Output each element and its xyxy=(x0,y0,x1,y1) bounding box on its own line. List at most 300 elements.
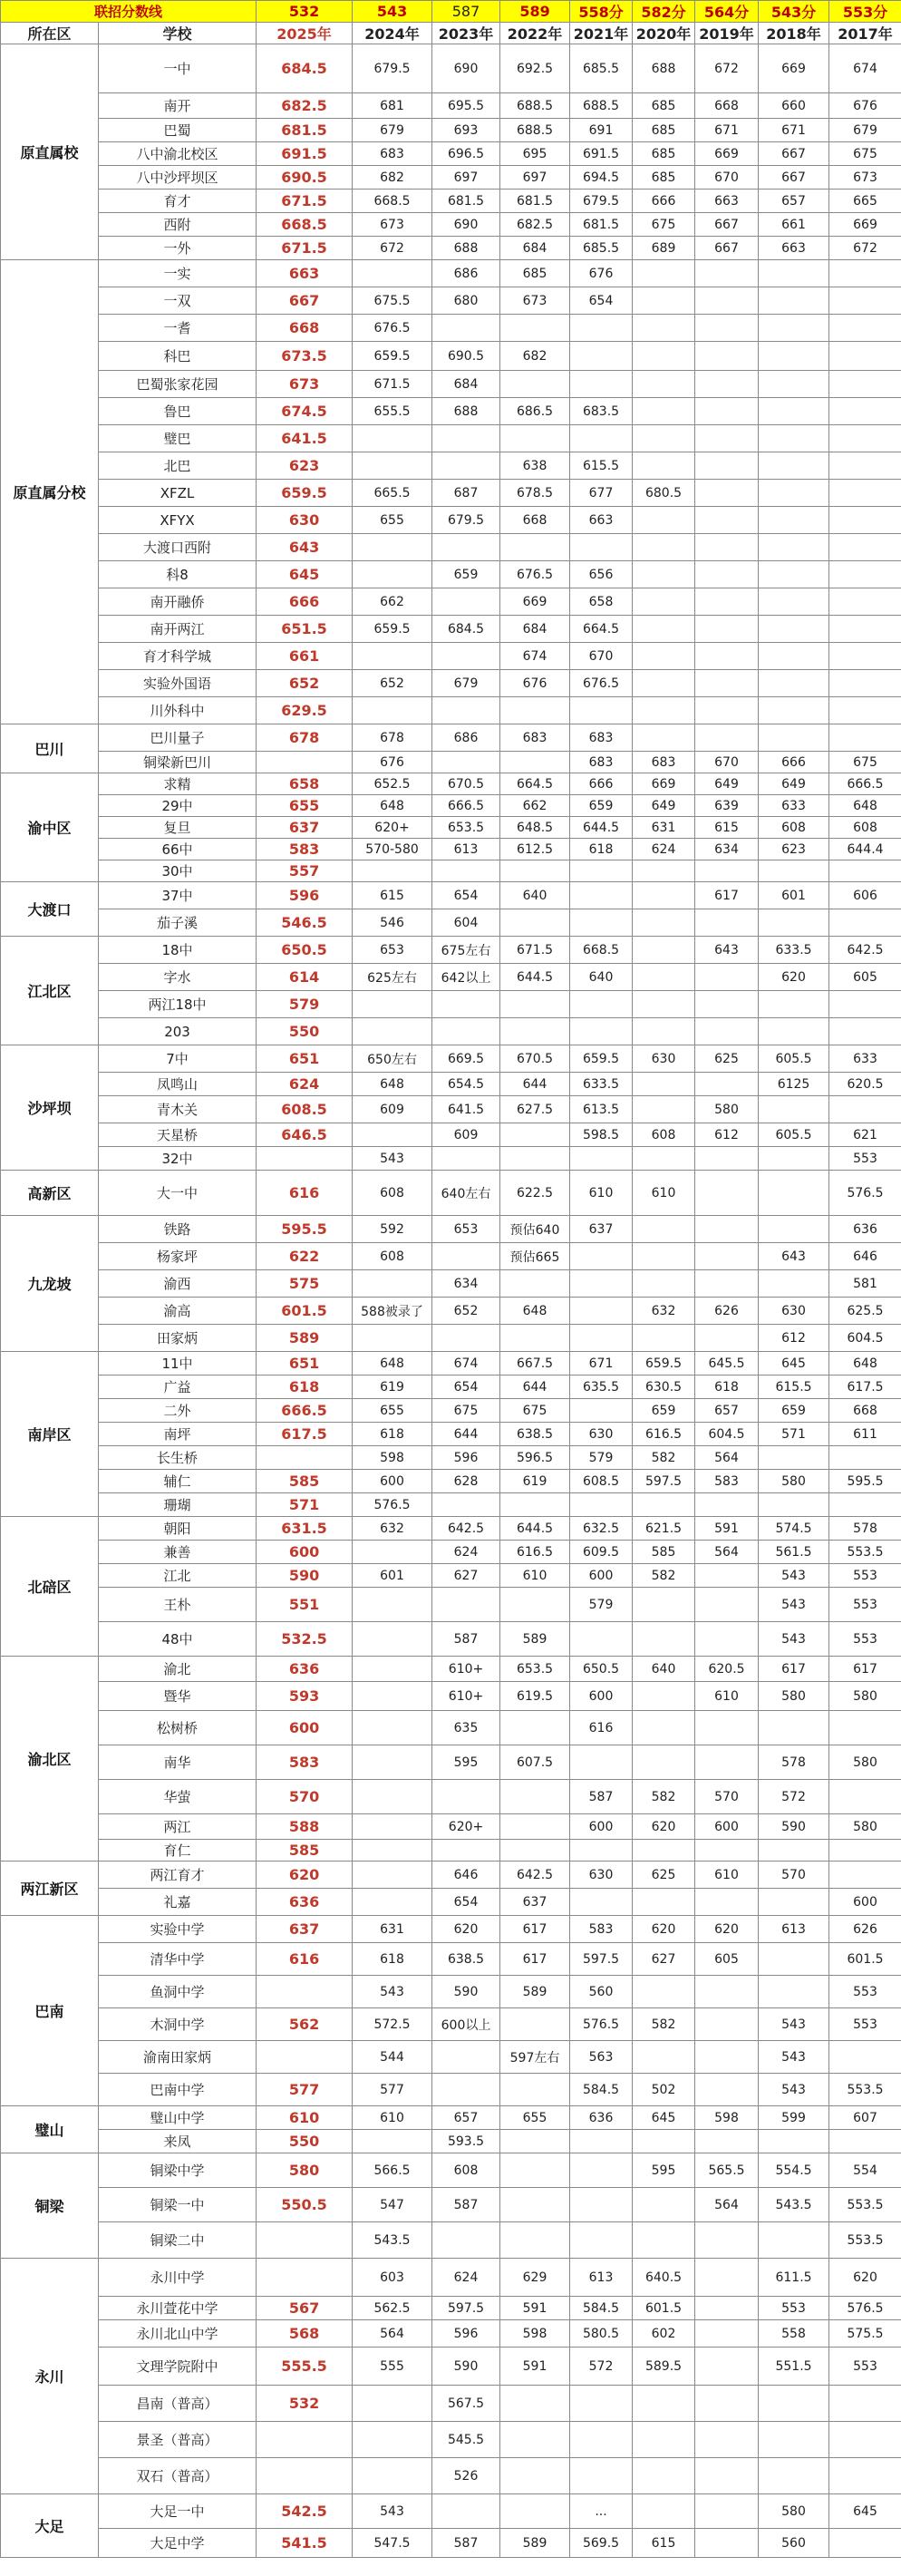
score-2018: 590 xyxy=(759,1814,829,1840)
score-2019: 570 xyxy=(695,1780,759,1814)
score-2017: 636 xyxy=(829,1216,901,1243)
score-2019 xyxy=(695,697,759,724)
score-2021 xyxy=(570,1298,633,1325)
score-2022: 653.5 xyxy=(500,1657,570,1682)
score-2017 xyxy=(829,1780,901,1814)
score-2021: 644.5 xyxy=(570,817,633,839)
score-2020 xyxy=(633,452,695,480)
score-2025: 668.5 xyxy=(257,213,353,237)
score-2017 xyxy=(829,697,901,724)
score-2017: 553.5 xyxy=(829,2188,901,2222)
score-2025: 641.5 xyxy=(257,425,353,452)
score-2018 xyxy=(759,342,829,371)
table-row xyxy=(1,909,901,937)
score-2025: 601.5 xyxy=(257,1298,353,1325)
score-2023: 635 xyxy=(432,1711,500,1745)
score-2017 xyxy=(829,315,901,342)
score-2018 xyxy=(759,2422,829,2458)
score-2025: 583 xyxy=(257,1745,353,1780)
score-2024: 673 xyxy=(353,213,432,237)
school-name: 川外科中 xyxy=(99,697,257,724)
school-name: 凤鸣山 xyxy=(99,1073,257,1096)
score-2018 xyxy=(759,697,829,724)
score-2018: 663 xyxy=(759,237,829,260)
score-2017: 672 xyxy=(829,237,901,260)
score-2019 xyxy=(695,964,759,991)
score-2019: 669 xyxy=(695,142,759,166)
score-2018: 554.5 xyxy=(759,2153,829,2188)
district-cell: 渝北区 xyxy=(1,1657,99,1862)
table-row xyxy=(1,1541,901,1564)
score-2025: 585 xyxy=(257,1840,353,1862)
score-2022: 682 xyxy=(500,342,570,371)
cutoff-2022: 589 xyxy=(500,1,570,23)
score-2019 xyxy=(695,860,759,882)
score-2019 xyxy=(695,1976,759,2008)
score-2025: 651.5 xyxy=(257,616,353,643)
score-2018 xyxy=(759,1270,829,1298)
score-2018: 612 xyxy=(759,1325,829,1352)
table-row xyxy=(1,670,901,697)
table-row xyxy=(1,561,901,588)
score-2021: 650.5 xyxy=(570,1657,633,1682)
score-2025 xyxy=(257,1446,353,1470)
score-2018 xyxy=(759,588,829,616)
score-2023: 590 xyxy=(432,1976,500,2008)
score-2021: 572 xyxy=(570,2348,633,2386)
score-2021: 679.5 xyxy=(570,190,633,213)
score-2023: 620+ xyxy=(432,1814,500,1840)
school-name: 永川萱花中学 xyxy=(99,2297,257,2320)
score-2021 xyxy=(570,1243,633,1270)
score-2020 xyxy=(633,287,695,315)
score-2017 xyxy=(829,1096,901,1123)
score-2025: 570 xyxy=(257,1780,353,1814)
score-2020: 685 xyxy=(633,93,695,119)
score-2019: 668 xyxy=(695,93,759,119)
cutoff-2024: 543 xyxy=(353,1,432,23)
score-2022: 619 xyxy=(500,1470,570,1493)
score-2025: 637 xyxy=(257,817,353,839)
score-2023: 654.5 xyxy=(432,1073,500,1096)
score-2019: 634 xyxy=(695,839,759,860)
table-row xyxy=(1,937,901,964)
score-2018: 623 xyxy=(759,839,829,860)
score-2018: 633 xyxy=(759,795,829,817)
score-2023: 590 xyxy=(432,2348,500,2386)
score-2018 xyxy=(759,507,829,534)
score-2024: 543 xyxy=(353,1147,432,1171)
score-2020 xyxy=(633,1840,695,1862)
score-2022: 598 xyxy=(500,2320,570,2348)
score-2025: 671.5 xyxy=(257,190,353,213)
score-2022: 589 xyxy=(500,1622,570,1657)
score-2024: 600 xyxy=(353,1470,432,1493)
school-name: 青木关 xyxy=(99,1096,257,1123)
score-2020 xyxy=(633,588,695,616)
score-2017 xyxy=(829,588,901,616)
score-2019: 604.5 xyxy=(695,1423,759,1446)
score-2017 xyxy=(829,670,901,697)
score-2020 xyxy=(633,1325,695,1352)
score-2022 xyxy=(500,315,570,342)
table-row xyxy=(1,2008,901,2041)
score-2018 xyxy=(759,1171,829,1216)
score-2017: 668 xyxy=(829,1399,901,1423)
score-2017 xyxy=(829,287,901,315)
score-2021 xyxy=(570,425,633,452)
table-row xyxy=(1,1243,901,1270)
score-2025: 616 xyxy=(257,1171,353,1216)
score-2021: 654 xyxy=(570,287,633,315)
score-2017: 679 xyxy=(829,119,901,142)
score-2021: 640 xyxy=(570,964,633,991)
header-row xyxy=(1,23,901,44)
table-row xyxy=(1,1446,901,1470)
score-2025: 681.5 xyxy=(257,119,353,142)
school-name: 辅仁 xyxy=(99,1470,257,1493)
score-2018: 617 xyxy=(759,1657,829,1682)
score-2022: 669 xyxy=(500,588,570,616)
score-2024: 620+ xyxy=(353,817,432,839)
score-2022: 591 xyxy=(500,2348,570,2386)
score-2020 xyxy=(633,1682,695,1711)
score-2021 xyxy=(570,1270,633,1298)
score-2019 xyxy=(695,1147,759,1171)
score-2018: 543 xyxy=(759,2008,829,2041)
score-2021: 608.5 xyxy=(570,1470,633,1493)
score-2023: 567.5 xyxy=(432,2386,500,2422)
cutoff-2023: 587 xyxy=(432,1,500,23)
school-name: 田家炳 xyxy=(99,1325,257,1352)
score-2021: 683 xyxy=(570,724,633,752)
score-2025 xyxy=(257,2041,353,2074)
table-row xyxy=(1,2529,901,2558)
school-name: 11中 xyxy=(99,1352,257,1375)
score-2023: 669.5 xyxy=(432,1045,500,1073)
score-2020: 685 xyxy=(633,142,695,166)
table-row xyxy=(1,1216,901,1243)
score-2019: 671 xyxy=(695,119,759,142)
score-2017: 578 xyxy=(829,1517,901,1541)
score-2023: 627 xyxy=(432,1564,500,1588)
score-2020: 675 xyxy=(633,213,695,237)
score-2019 xyxy=(695,724,759,752)
score-2019: 591 xyxy=(695,1517,759,1541)
score-2017 xyxy=(829,480,901,507)
score-2025: 629.5 xyxy=(257,697,353,724)
score-2023 xyxy=(432,425,500,452)
score-2022: 670.5 xyxy=(500,1045,570,1073)
score-2023: 675 xyxy=(432,1399,500,1423)
cutoff-2018: 543分 xyxy=(759,1,829,23)
score-2019: 564 xyxy=(695,1541,759,1564)
score-2024 xyxy=(353,561,432,588)
score-2024: 650左右 xyxy=(353,1045,432,1073)
score-2021 xyxy=(570,371,633,398)
school-name: 两江18中 xyxy=(99,991,257,1018)
score-2018 xyxy=(759,480,829,507)
score-2023: 696.5 xyxy=(432,142,500,166)
score-2019 xyxy=(695,2386,759,2422)
score-2024: 679.5 xyxy=(353,44,432,93)
score-2023: 684 xyxy=(432,371,500,398)
score-2018: 620 xyxy=(759,964,829,991)
score-2017 xyxy=(829,1493,901,1517)
school-name: 鲁巴 xyxy=(99,398,257,425)
school-name: 礼嘉 xyxy=(99,1889,257,1916)
score-2023: 681.5 xyxy=(432,190,500,213)
score-2019 xyxy=(695,2529,759,2558)
score-2025: 636 xyxy=(257,1657,353,1682)
score-2023 xyxy=(432,1243,500,1270)
score-2019 xyxy=(695,2348,759,2386)
score-2021: 691 xyxy=(570,119,633,142)
score-2025: 583 xyxy=(257,839,353,860)
school-name: 复旦 xyxy=(99,817,257,839)
score-2021 xyxy=(570,860,633,882)
score-2019 xyxy=(695,480,759,507)
score-2019: 639 xyxy=(695,795,759,817)
score-2017: 581 xyxy=(829,1270,901,1298)
score-2022: 673 xyxy=(500,287,570,315)
score-2020: 630.5 xyxy=(633,1375,695,1399)
score-2024: 608 xyxy=(353,1243,432,1270)
score-2022 xyxy=(500,1147,570,1171)
score-2019: 663 xyxy=(695,190,759,213)
score-2021: 681.5 xyxy=(570,213,633,237)
header-2025: 2025年 xyxy=(257,23,353,44)
score-2023 xyxy=(432,860,500,882)
score-2023 xyxy=(432,643,500,670)
score-2025 xyxy=(257,2422,353,2458)
score-2024 xyxy=(353,1657,432,1682)
score-2022 xyxy=(500,425,570,452)
score-2022: 678.5 xyxy=(500,480,570,507)
table-row xyxy=(1,2153,901,2188)
cutoff-label: 联招分数线 xyxy=(1,1,257,23)
score-2020 xyxy=(633,724,695,752)
school-name: 双石（普高） xyxy=(99,2458,257,2494)
district-cell: 铜梁 xyxy=(1,2153,99,2259)
score-2020: 631 xyxy=(633,817,695,839)
score-2019 xyxy=(695,1745,759,1780)
score-2021: 583 xyxy=(570,1916,633,1943)
score-2022: 662 xyxy=(500,795,570,817)
score-2025: 575 xyxy=(257,1270,353,1298)
school-name: 江北 xyxy=(99,1564,257,1588)
score-2024 xyxy=(353,2458,432,2494)
score-2023: 686 xyxy=(432,724,500,752)
school-name: 实验中学 xyxy=(99,1916,257,1943)
score-2019 xyxy=(695,371,759,398)
score-2018 xyxy=(759,1018,829,1045)
score-2021 xyxy=(570,1399,633,1423)
score-2023: 679 xyxy=(432,670,500,697)
score-2021: 613 xyxy=(570,2259,633,2297)
score-2017: 607 xyxy=(829,2106,901,2130)
score-2020 xyxy=(633,260,695,287)
score-2019: 670 xyxy=(695,166,759,190)
score-2025 xyxy=(257,2222,353,2259)
score-2025: 618 xyxy=(257,1375,353,1399)
score-2017 xyxy=(829,2529,901,2558)
header-2023: 2023年 xyxy=(432,23,500,44)
score-2023: 642.5 xyxy=(432,1517,500,1541)
score-2021: 685.5 xyxy=(570,237,633,260)
school-name: 32中 xyxy=(99,1147,257,1171)
school-name: 渝西 xyxy=(99,1270,257,1298)
table-row xyxy=(1,1018,901,1045)
table-row xyxy=(1,882,901,909)
table-row xyxy=(1,616,901,643)
score-2020 xyxy=(633,643,695,670)
score-2025: 551 xyxy=(257,1588,353,1622)
score-2021: 579 xyxy=(570,1446,633,1470)
table-row xyxy=(1,1147,901,1171)
score-2022: 697 xyxy=(500,166,570,190)
score-2024: 609 xyxy=(353,1096,432,1123)
table-row xyxy=(1,425,901,452)
score-2022 xyxy=(500,1840,570,1862)
score-2020 xyxy=(633,1018,695,1045)
score-2018: 605.5 xyxy=(759,1045,829,1073)
score-2021: ... xyxy=(570,2494,633,2529)
score-2018: 561.5 xyxy=(759,1541,829,1564)
score-2019: 643 xyxy=(695,937,759,964)
score-2020: 632 xyxy=(633,1298,695,1325)
score-2020: 620 xyxy=(633,1916,695,1943)
table-row xyxy=(1,991,901,1018)
score-2025: 541.5 xyxy=(257,2529,353,2558)
score-2019: 667 xyxy=(695,213,759,237)
score-2022: 683 xyxy=(500,724,570,752)
score-2024: 543 xyxy=(353,1976,432,2008)
score-2019 xyxy=(695,2458,759,2494)
score-2017 xyxy=(829,909,901,937)
score-2020: 610 xyxy=(633,1171,695,1216)
score-2025: 674.5 xyxy=(257,398,353,425)
school-name: 鱼洞中学 xyxy=(99,1976,257,2008)
score-2021 xyxy=(570,1889,633,1916)
score-2022: 681.5 xyxy=(500,190,570,213)
score-2023: 654 xyxy=(432,1375,500,1399)
score-2017 xyxy=(829,860,901,882)
school-name: 木洞中学 xyxy=(99,2008,257,2041)
score-2021 xyxy=(570,2422,633,2458)
score-2019 xyxy=(695,2130,759,2153)
school-name: 南坪 xyxy=(99,1423,257,1446)
school-name: 华萤 xyxy=(99,1780,257,1814)
score-2022: 664.5 xyxy=(500,773,570,795)
score-2019: 672 xyxy=(695,44,759,93)
score-2024: 592 xyxy=(353,1216,432,1243)
score-2021: 664.5 xyxy=(570,616,633,643)
score-2022: 668 xyxy=(500,507,570,534)
score-2024 xyxy=(353,1541,432,1564)
district-cell: 大渡口 xyxy=(1,882,99,937)
score-2020: 666 xyxy=(633,190,695,213)
score-2023: 526 xyxy=(432,2458,500,2494)
score-2018: 558 xyxy=(759,2320,829,2348)
school-name: 203 xyxy=(99,1018,257,1045)
table-row xyxy=(1,507,901,534)
score-2023: 654 xyxy=(432,1889,500,1916)
score-2025: 555.5 xyxy=(257,2348,353,2386)
district-cell: 九龙坡 xyxy=(1,1216,99,1352)
score-2019 xyxy=(695,1270,759,1298)
score-2017 xyxy=(829,2422,901,2458)
score-2017: 601.5 xyxy=(829,1943,901,1976)
score-2023: 597.5 xyxy=(432,2297,500,2320)
score-2020: 630 xyxy=(633,1045,695,1073)
score-2025: 589 xyxy=(257,1325,353,1352)
score-2024: 618 xyxy=(353,1943,432,1976)
score-2018 xyxy=(759,724,829,752)
header-2021: 2021年 xyxy=(570,23,633,44)
score-2021 xyxy=(570,1325,633,1352)
score-2018 xyxy=(759,315,829,342)
score-2023 xyxy=(432,2222,500,2259)
score-2022: 655 xyxy=(500,2106,570,2130)
score-2019 xyxy=(695,2320,759,2348)
score-2019 xyxy=(695,315,759,342)
score-2025: 661 xyxy=(257,643,353,670)
score-2024: 652.5 xyxy=(353,773,432,795)
score-2022: 638 xyxy=(500,452,570,480)
score-2023: 657 xyxy=(432,2106,500,2130)
score-2019 xyxy=(695,260,759,287)
table-row xyxy=(1,839,901,860)
district-cell: 两江新区 xyxy=(1,1862,99,1916)
table-row xyxy=(1,1943,901,1976)
score-2025: 588 xyxy=(257,1814,353,1840)
header-2020: 2020年 xyxy=(633,23,695,44)
score-2025: 557 xyxy=(257,860,353,882)
score-2019: 625 xyxy=(695,1045,759,1073)
score-2021 xyxy=(570,909,633,937)
school-name: 育仁 xyxy=(99,1840,257,1862)
score-2025: 579 xyxy=(257,991,353,1018)
score-2022: 684 xyxy=(500,616,570,643)
score-2021: 615.5 xyxy=(570,452,633,480)
score-2024: 681 xyxy=(353,93,432,119)
score-2018 xyxy=(759,643,829,670)
score-2024 xyxy=(353,260,432,287)
score-2017: 676 xyxy=(829,93,901,119)
score-2018 xyxy=(759,371,829,398)
score-2021: 656 xyxy=(570,561,633,588)
score-2023: 600以上 xyxy=(432,2008,500,2041)
score-2019 xyxy=(695,1588,759,1622)
score-2017 xyxy=(829,2458,901,2494)
score-2017: 617 xyxy=(829,1657,901,1682)
score-2018: 599 xyxy=(759,2106,829,2130)
score-2017: 620.5 xyxy=(829,1073,901,1096)
score-2024: 615 xyxy=(353,882,432,909)
table-row xyxy=(1,1423,901,1446)
score-2017: 553.5 xyxy=(829,2074,901,2106)
score-2023 xyxy=(432,1780,500,1814)
score-2021: 579 xyxy=(570,1588,633,1622)
score-2018 xyxy=(759,616,829,643)
score-2022 xyxy=(500,909,570,937)
school-name: 铜梁新巴川 xyxy=(99,752,257,773)
score-2025: 616 xyxy=(257,1943,353,1976)
score-2025: 546.5 xyxy=(257,909,353,937)
score-2019 xyxy=(695,507,759,534)
school-name: 科8 xyxy=(99,561,257,588)
